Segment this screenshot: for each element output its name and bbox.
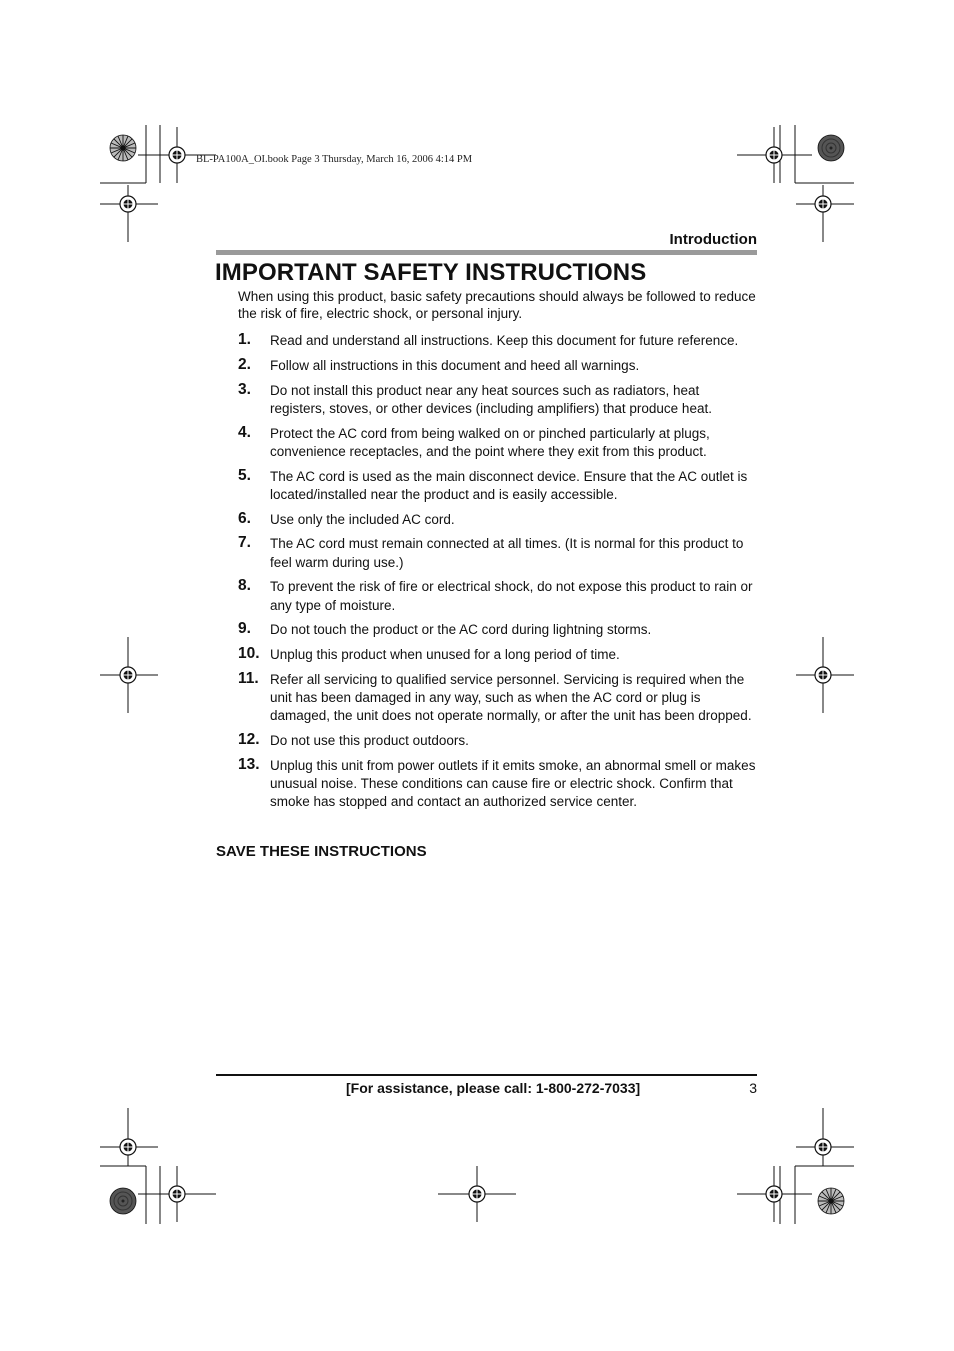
list-item-text: Read and understand all instructions. Keep this document for future reference. [270,333,739,348]
list-item-text: Do not touch the product or the AC cord during lightning storms. [270,622,652,638]
list-item [238,467,758,504]
list-item-number: 1. [238,331,251,348]
list-item [238,331,758,350]
list-item-number: 7. [238,534,251,552]
save-instructions-note: SAVE THESE INSTRUCTIONS [216,843,427,860]
list-item [238,510,758,529]
list-item-number: 9. [238,620,251,638]
list-item-number: 2. [238,355,251,373]
safety-instructions-list [238,331,758,817]
list-item-text: Do not use this product outdoors. [270,733,469,749]
intro-paragraph: When using this product, basic safety precautions should always be followed to reduce the risk of fire, electric shock, or personal injury. [238,289,756,321]
list-item [238,670,758,726]
list-item-number: 3. [238,380,251,398]
list-item-text: Use only the included AC cord. [270,511,455,527]
list-item [238,381,758,418]
list-item-number: 10. [238,645,260,663]
list-item-text: The AC cord must remain connected at all times. (It is normal for this product to feel warm during use.) [270,536,744,570]
list-item-text: Unplug this unit from power outlets if it emits smoke, an abnormal smell or makes unusual noise. These conditions can cause fire or electric shock. Confirm that smoke has stopped and contact an authorized service center. [270,757,756,810]
list-item-text: Unplug this product when unused for a long period of time. [270,647,620,663]
list-item-text: Follow all instructions in this document and heed all warnings. [270,357,640,373]
list-item-text: Do not install this product near any heat sources such as radiators, heat registers, stoves, or other devices (including amplifiers) that produce heat. [270,382,712,416]
list-item-number: 13. [238,755,260,773]
list-item [238,577,758,614]
list-item-text: The AC cord is used as the main disconnect device. Ensure that the AC outlet is located/installed near the product and is easily accessible. [270,468,748,502]
list-item-text: Protect the AC cord from being walked on or pinched particularly at plugs, convenience receptacles, and the point where they exit from this product. [270,425,710,459]
list-item-number: 5. [238,466,251,484]
footer-rule [216,1074,757,1076]
list-item [238,356,758,375]
list-item [238,756,758,812]
book-info-slug: BL-PA100A_OI.book Page 3 Thursday, March 16, 2006 4:14 PM [196,154,473,165]
list-item-text: To prevent the risk of fire or electrical shock, do not expose this product to rain or any type of moisture. [270,579,753,613]
list-item-text: Refer all servicing to qualified service personnel. Servicing is required when the unit has been damaged in any way, such as when the AC cord or plug is damaged, the unit does not operate normally, or after the unit has been dropped. [270,671,752,724]
list-item-number: 12. [238,731,260,749]
list-item [238,620,758,639]
page-title: IMPORTANT SAFETY INSTRUCTIONS [215,259,647,286]
list-item-number: 8. [238,577,251,595]
list-item-number: 11. [238,669,259,687]
list-item [238,645,758,664]
list-item-number: 4. [238,423,251,441]
list-item-number: 6. [238,509,251,527]
list-item [238,534,758,571]
section-label: Introduction [669,231,757,248]
page-number: 3 [749,1080,757,1096]
list-item [238,731,758,750]
footer-assistance-text: [For assistance, please call: 1-800-272-7033] [346,1080,641,1096]
list-item [238,424,758,461]
header-rule [216,250,757,255]
